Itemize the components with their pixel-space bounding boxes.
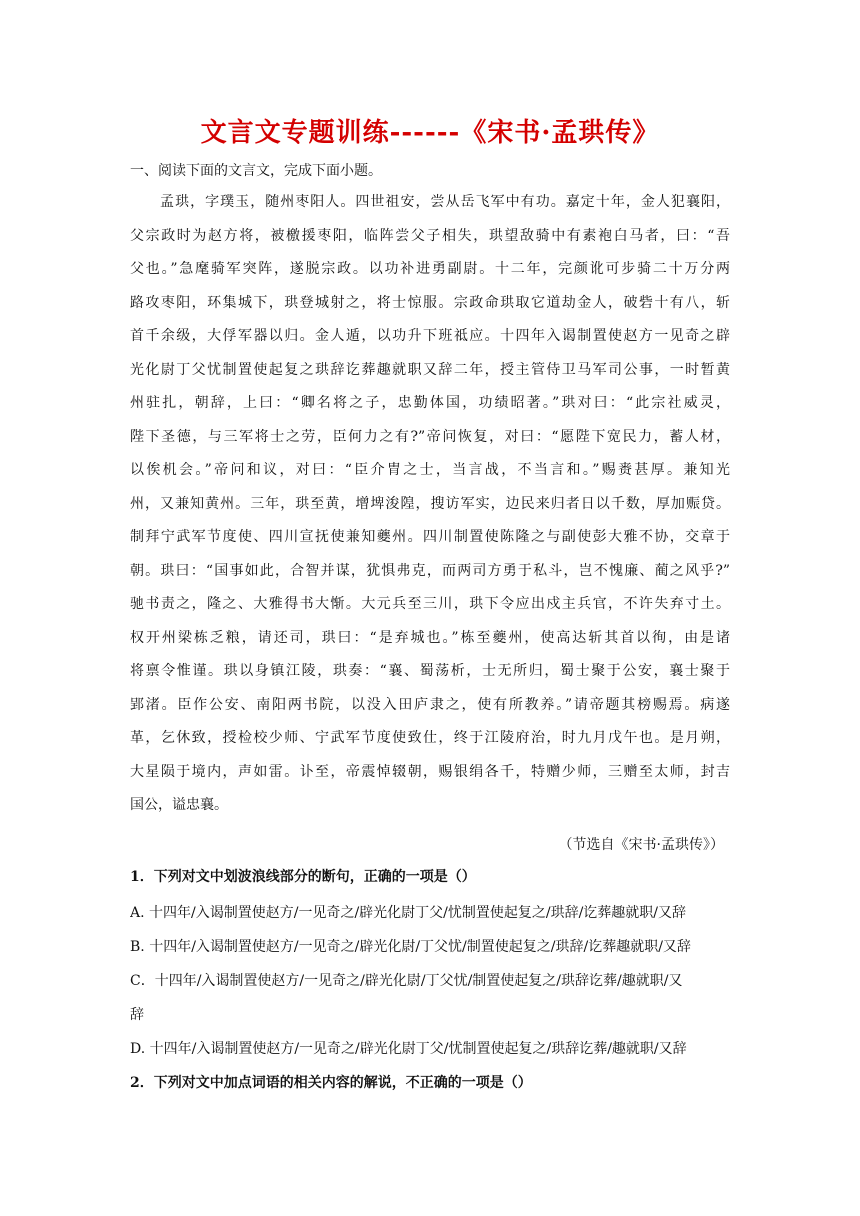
- passage-line: 陛下圣德，与三军将士之劳，臣何力之有?”帝问恢复，对曰：“愿陛下宽民力，蓄人材，: [130, 428, 730, 445]
- passage-line: 父也。”急麾骑军突阵，遂脱宗政。以功补进勇副尉。十二年，完颜讹可步骑二十万分两: [130, 261, 730, 277]
- passage-line: 路攻枣阳，环集城下，珙登城射之，将士惊服。宗政命珙取它道劫金人，破砦十有八，斩: [130, 294, 730, 311]
- option-d: D. 十四年/入谒制置使赵方/一见奇之/辟光化尉丁父/忧制置使起复之/珙辞讫葬/趣就职/又辞: [130, 1041, 687, 1057]
- passage-line: 首千余级，大俘军器以归。金人遁，以功升下班祗应。十四年入谒制置使赵方一见奇之辟: [130, 328, 730, 344]
- passage-line: 朝。珙曰：“国事如此，合智并谋，犹惧弗克，而两司方勇于私斗，岂不愧廉、蔺之风乎?”: [130, 562, 730, 579]
- passage-line: 孟珙，字璞玉，随州枣阳人。四世祖安，尝从岳飞军中有功。嘉定十年，金人犯襄阳，: [130, 194, 730, 210]
- passage-line: 国公，谥忠襄。: [130, 797, 228, 813]
- passage-line: 大星陨于境内，声如雷。讣至，帝震悼辍朝，赐银绢各千，特赠少师，三赠至太师，封吉: [130, 763, 730, 780]
- option-a: A. 十四年/入谒制置使赵方/一见奇之/辟光化尉丁父/忧制置使起复之/珙辞/讫葬趣就职/又辞: [130, 905, 687, 921]
- passage-line: 将禀令惟谨。珙以身镇江陵，珙奏：“襄、蜀荡析，士无所归，蜀士聚于公安，襄士聚于: [130, 663, 730, 679]
- document-title: 文言文专题训练------《宋书·孟珙传》: [200, 118, 660, 148]
- passage-line: 父宗政时为赵方将，被檄援枣阳，临阵尝父子相失，珙望敌骑中有素袍白马者，曰：“吾: [130, 227, 730, 244]
- question-1: 1．下列对文中划波浪线部分的断句，正确的一项是（）: [130, 869, 476, 885]
- passage-line: 革，乞休致，授检校少师、宁武军节度使致仕，终于江陵府治，时九月戊午也。是月朔，: [130, 730, 730, 746]
- passage-line: 州，又兼知黄州。三年，珙至黄，增埤浚隍，搜访军实，边民来归者日以千数，厚加赈贷。: [130, 495, 730, 512]
- source-citation: （节选自《宋书·孟珙传》）: [558, 837, 724, 853]
- option-c: C．十四年/入谒制置使赵方/一见奇之/辟光化尉/丁父忧/制置使起复之/珙辞讫葬/趣就职/又: [130, 973, 683, 989]
- passage-line: 州驻扎，朝辞，上曰：“卿名将之子，忠勤体国，功绩昭著。”珙对曰：“此宗社威灵，: [130, 395, 730, 411]
- passage-line: 以俟机会。”帝问和议，对曰：“臣介胄之士，当言战，不当言和。”赐赉甚厚。兼知光: [130, 462, 730, 478]
- instruction-text: 一、阅读下面的文言文，完成下面小题。: [130, 163, 382, 179]
- option-b: B. 十四年/入谒制置使赵方/一见奇之/辟光化尉/丁父忧/制置使起复之/珙辞/讫葬趣就职/又辞: [130, 939, 691, 955]
- passage-line: 郢渚。臣作公安、南阳两书院，以没入田庐隶之，使有所教养。”请帝题其榜赐焉。病遂: [130, 696, 730, 713]
- option-c-continued: 辞: [130, 1007, 144, 1023]
- question-2: 2．下列对文中加点词语的相关内容的解说，不正确的一项是（）: [130, 1075, 532, 1091]
- passage-line: 驰书责之，隆之、大雅得书大惭。大元兵至三川，珙下令应出戍主兵官，不许失弃寸土。: [130, 596, 730, 612]
- passage-line: 权开州梁栋乏粮，请还司，珙曰：“是弃城也。”栋至夔州，使高达斩其首以徇，由是诸: [130, 629, 730, 646]
- passage-line: 制拜宁武军节度使、四川宣抚使兼知夔州。四川制置使陈隆之与副使彭大雅不协，交章于: [130, 529, 730, 545]
- passage-line: 光化尉丁父忧制置使起复之珙辞讫葬趣就职又辞二年，授主管侍卫马军司公事，一时暂黄: [130, 361, 730, 378]
